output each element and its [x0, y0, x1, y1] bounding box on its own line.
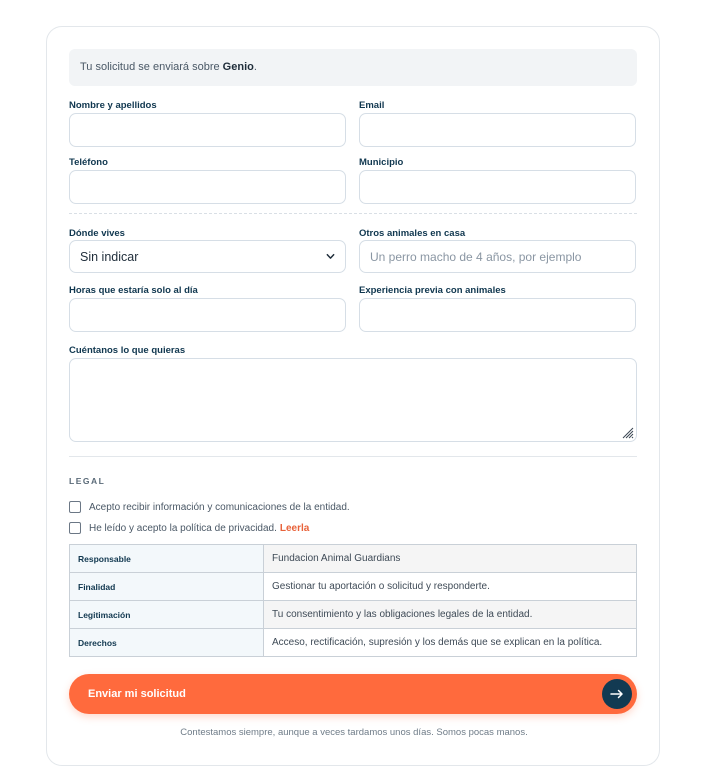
hours-alone-input[interactable] — [69, 298, 346, 332]
table-value: Fundacion Animal Guardians — [264, 545, 637, 573]
table-value: Tu consentimiento y las obligaciones legales de la entidad. — [264, 601, 637, 629]
phone-input[interactable] — [69, 170, 346, 204]
table-value: Acceso, rectificación, supresión y los demás que se explican en la política. — [264, 629, 637, 657]
resize-grip-icon[interactable] — [620, 425, 634, 439]
phone-label: Teléfono — [69, 157, 108, 168]
consent-comms-label: Acepto recibir información y comunicaciones de la entidad. — [89, 501, 350, 513]
other-animals-label: Otros animales en casa — [359, 228, 466, 239]
consent-comms-checkbox[interactable] — [69, 501, 81, 513]
municipality-input[interactable] — [359, 170, 636, 204]
notice-prefix: Tu solicitud se enviará sobre — [80, 61, 223, 73]
legal-section-title: LEGAL — [69, 476, 106, 486]
notice-banner — [69, 49, 637, 86]
submit-button[interactable] — [69, 674, 637, 714]
name-label: Nombre y apellidos — [69, 100, 157, 111]
section-divider-dashed — [69, 213, 637, 214]
housing-label: Dónde vives — [69, 228, 125, 239]
table-key: Legitimación — [70, 601, 264, 629]
table-row — [70, 629, 637, 657]
application-form-card — [46, 26, 660, 766]
arrow-right-glyph — [610, 689, 624, 699]
notice-animal-name: Genio — [222, 61, 254, 73]
footer-note: Contestamos siempre, aunque a veces tardamos unos días. Somos pocas manos. — [180, 727, 528, 738]
table-row — [70, 573, 637, 601]
experience-input[interactable] — [359, 298, 636, 332]
email-label: Email — [359, 100, 385, 111]
privacy-policy-link[interactable]: Leerla — [279, 522, 310, 534]
table-key: Finalidad — [70, 573, 264, 601]
consent-privacy-row — [69, 522, 309, 534]
table-value: Gestionar tu aportación o solicitud y responderte. — [264, 573, 637, 601]
other-animals-placeholder: Un perro macho de 4 años, por ejemplo — [370, 249, 582, 264]
message-label: Cuéntanos lo que quieras — [69, 345, 186, 356]
other-animals-input[interactable] — [359, 240, 636, 273]
housing-select[interactable] — [69, 240, 346, 273]
submit-label: Enviar mi solicitud — [88, 688, 186, 700]
notice-suffix: . — [253, 61, 257, 73]
consent-privacy-label: He leído y acepto la política de privacidad. — [89, 522, 277, 534]
consent-privacy-checkbox[interactable] — [69, 522, 81, 534]
table-key: Derechos — [70, 629, 264, 657]
municipality-label: Municipio — [359, 157, 404, 168]
table-row — [70, 545, 637, 573]
message-textarea[interactable] — [69, 358, 637, 442]
legal-info-table — [69, 544, 637, 657]
consent-comms-row — [69, 501, 350, 513]
email-input[interactable] — [359, 113, 636, 147]
chevron-down-icon — [326, 252, 335, 261]
name-input[interactable] — [69, 113, 346, 147]
table-key: Responsable — [70, 545, 264, 573]
arrow-right-icon[interactable] — [602, 679, 632, 709]
section-divider — [69, 456, 637, 457]
housing-selected-value: Sin indicar — [80, 249, 139, 264]
hours-alone-label: Horas que estaría solo al día — [69, 285, 198, 296]
experience-label: Experiencia previa con animales — [359, 285, 506, 296]
table-row — [70, 601, 637, 629]
